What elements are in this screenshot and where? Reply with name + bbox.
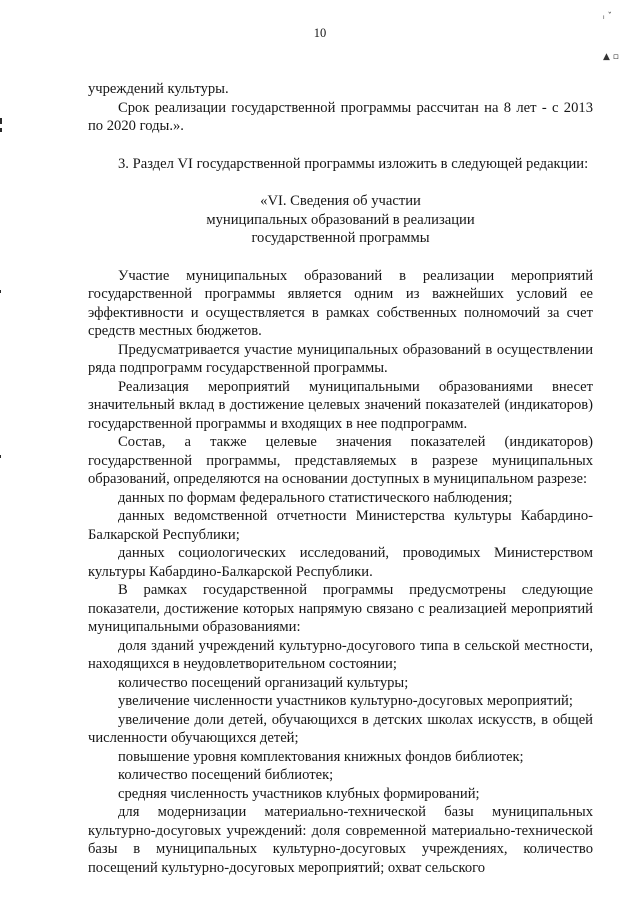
scan-edge-mark xyxy=(0,128,2,132)
list-item: средняя численность участников клубных формирований; xyxy=(118,785,480,802)
paragraph: учреждений культуры. xyxy=(88,81,229,97)
paragraph: 3. Раздел VI государственной программы изложить в следующей редакции: xyxy=(118,155,589,172)
section-heading-line: государственной программы xyxy=(251,230,430,246)
list-item: количество посещений библиотек; xyxy=(118,767,334,783)
section-heading xyxy=(88,192,593,248)
list-item: для модернизации материально-технической базы муниципальных культурно-досуговых учреждений: доля современной материально-технической базы в муниципальных культурно-досуговых учреждениях, количество посещений культурно-досуговых мероприятий; охват сельского xyxy=(88,804,593,876)
section-heading-line: муниципальных образований в реализации xyxy=(206,211,475,228)
list-item: повышение уровня комплектования книжных фондов библиотек; xyxy=(118,748,524,765)
list-item: данных социологических исследований, проводимых Министерством культуры Кабардино-Балкарской Республики. xyxy=(88,545,593,580)
page-number: 10 xyxy=(313,26,327,40)
section-heading-line: «VI. Сведения об участии xyxy=(260,193,421,209)
list-item: количество посещений организаций культуры; xyxy=(118,674,409,691)
scan-edge-mark xyxy=(0,455,1,458)
paragraph: Состав, а также целевые значения показателей (индикаторов) государственной программы, представляемых в разрезе муниципальных образований, определяются на основании доступных в муниципальном разрезе: xyxy=(88,434,593,487)
scan-artifact-mark: ᵢ ˇ xyxy=(603,12,612,22)
scan-edge-mark xyxy=(0,118,2,124)
list-item: увеличение численности участников культурно-досуговых мероприятий; xyxy=(118,693,573,709)
scan-edge-mark xyxy=(0,290,1,293)
list-item: увеличение доли детей, обучающихся в детских школах искусств, в общей численности обучающихся детей; xyxy=(88,711,593,746)
list-item: данных ведомственной отчетности Министерства культуры Кабардино-Балкарской Республики; xyxy=(88,508,593,543)
document-body xyxy=(88,80,593,877)
paragraph: Предусматривается участие муниципальных образований в осуществлении ряда подпрограмм государственной программы. xyxy=(88,341,593,376)
paragraph: Участие муниципальных образований в реализации мероприятий государственной программы является одним из важнейших условий ее эффективности и осуществляется в рамках собственных полномочий за счет средств местных бюджетов. xyxy=(88,267,593,339)
paragraph: Срок реализации государственной программы рассчитан на 8 лет - с 2013 по 2020 годы.». xyxy=(88,99,593,134)
paragraph: Реализация мероприятий муниципальными образованиями внесет значительный вклад в достижение целевых значений показателей (индикаторов) государственной программы и входящих в нее подпрограмм. xyxy=(88,378,593,432)
list-item: данных по формам федерального статистического наблюдения; xyxy=(118,489,513,506)
scan-artifact-mark: ▲ ▫ xyxy=(603,52,619,62)
paragraph: В рамках государственной программы предусмотрены следующие показатели, достижение которых напрямую связано с реализацией мероприятий муниципальными образованиями: xyxy=(88,582,593,635)
list-item: доля зданий учреждений культурно-досугового типа в сельской местности, находящихся в неудовлетворительном состоянии; xyxy=(88,637,593,672)
